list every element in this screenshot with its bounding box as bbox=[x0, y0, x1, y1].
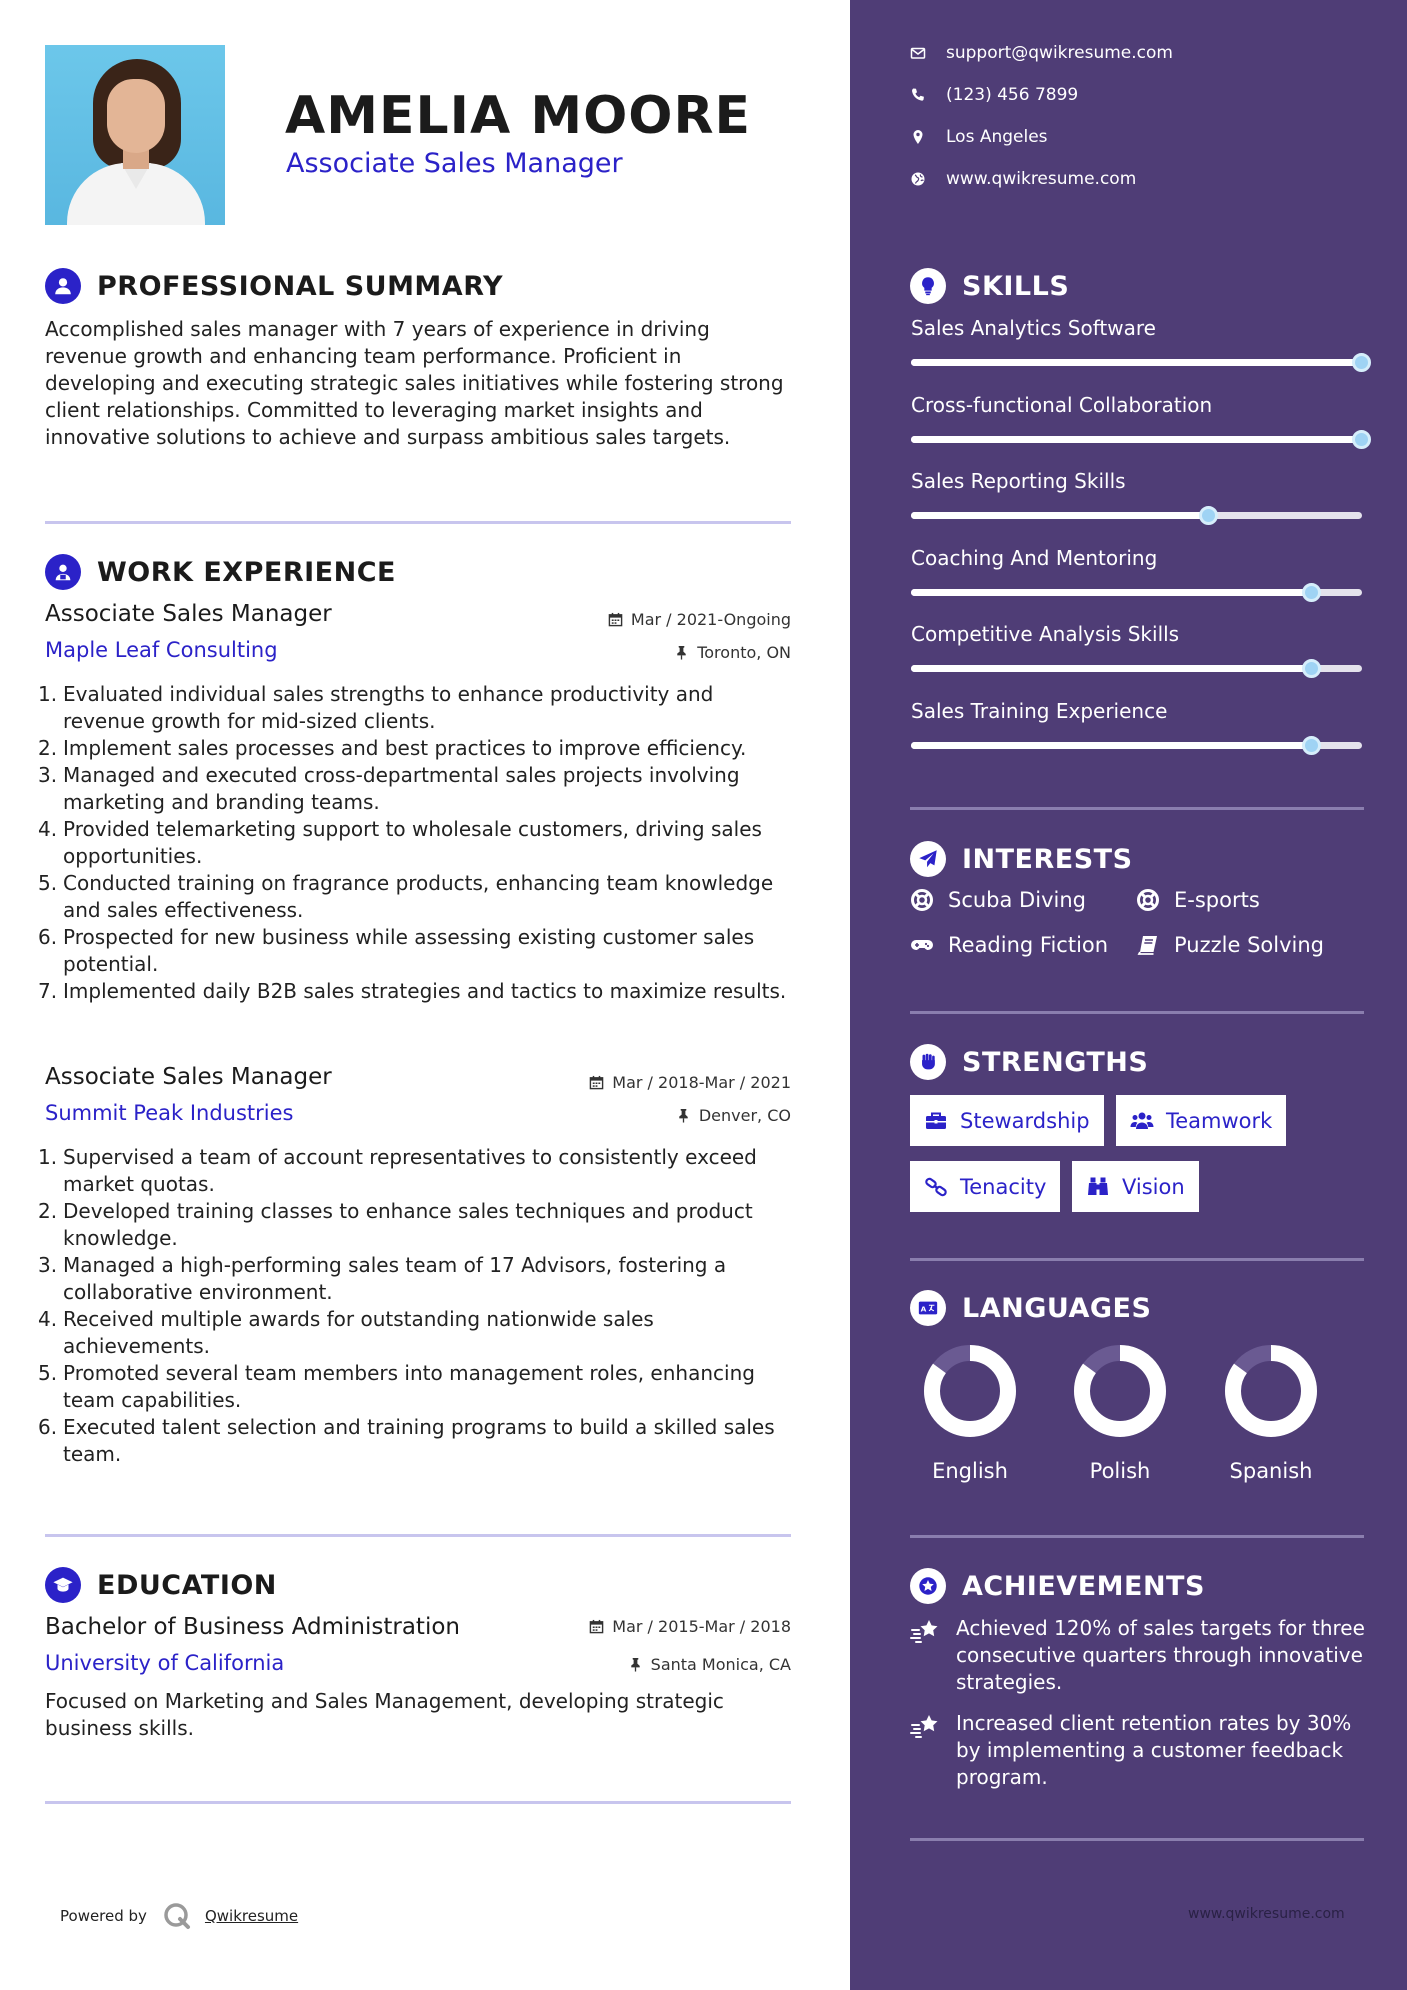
duty-item bbox=[38, 1306, 798, 1360]
binoculars-icon bbox=[1086, 1175, 1110, 1199]
duty-number: 7. bbox=[38, 979, 58, 1003]
sidebar-divider bbox=[910, 1535, 1364, 1538]
education-heading bbox=[45, 1567, 277, 1603]
duty-item bbox=[38, 816, 798, 870]
duty-item bbox=[38, 681, 798, 735]
skill-label: Coaching And Mentoring bbox=[911, 545, 1158, 570]
duty-item bbox=[38, 762, 798, 816]
skill-label: Sales Training Experience bbox=[911, 698, 1168, 723]
duty-text: Evaluated individual sales strengths to enhance productivity and revenue growth for mid-sized clients. bbox=[63, 682, 714, 733]
qwikresume-logo-icon bbox=[163, 1902, 191, 1930]
duty-text: Received multiple awards for outstanding nationwide sales achievements. bbox=[63, 1307, 654, 1358]
achievement-item: Increased client retention rates by 30% by implementing a customer feedback program. bbox=[910, 1710, 1370, 1791]
gamepad-icon bbox=[910, 933, 934, 957]
skill-label: Sales Analytics Software bbox=[911, 316, 1156, 340]
duty-number: 2. bbox=[38, 736, 58, 760]
skill-bar-knob bbox=[1199, 506, 1218, 525]
calendar-icon bbox=[589, 1075, 604, 1090]
skills-title: SKILLS bbox=[962, 270, 1070, 302]
job-location: Toronto, ON bbox=[674, 643, 791, 662]
job-date: Mar / 2018-Mar / 2021 bbox=[589, 1073, 791, 1092]
language-icon bbox=[910, 1290, 946, 1326]
powered-by bbox=[60, 1902, 298, 1930]
powered-by-label: Powered by bbox=[60, 1907, 147, 1925]
duty-text: Prospected for new business while assessing existing customer sales potential. bbox=[63, 925, 755, 976]
language-item bbox=[1196, 1343, 1346, 1483]
language-ring bbox=[922, 1343, 1018, 1439]
duty-item bbox=[38, 1252, 798, 1306]
skill-label: Cross-functional Collaboration bbox=[911, 392, 1213, 417]
section-divider bbox=[45, 521, 791, 524]
skill-bar-fill bbox=[911, 512, 1209, 519]
sidebar-divider bbox=[910, 1838, 1364, 1841]
job-date: Mar / 2021-Ongoing bbox=[608, 610, 791, 629]
shooting-star-icon bbox=[910, 1712, 942, 1740]
skill-bar-fill bbox=[911, 359, 1362, 366]
interest-item: Puzzle Solving bbox=[1136, 933, 1324, 957]
language-ring bbox=[1223, 1343, 1319, 1439]
candidate-name: AMELIA MOORE bbox=[285, 86, 752, 146]
duty-item bbox=[38, 924, 798, 978]
skill-bar-knob bbox=[1352, 353, 1371, 372]
fist-icon bbox=[910, 1044, 946, 1080]
skill-bar-fill bbox=[911, 665, 1312, 672]
strengths-heading bbox=[910, 1044, 1148, 1080]
contact-location: Los Angeles bbox=[910, 127, 1048, 147]
duty-text: Managed and executed cross-departmental sales projects involving marketing and branding teams. bbox=[63, 763, 740, 814]
interest-item: E-sports bbox=[1136, 888, 1260, 912]
language-label: Polish bbox=[1089, 1459, 1151, 1483]
strengths-title: STRENGTHS bbox=[962, 1046, 1149, 1078]
degree-title: Bachelor of Business Administration bbox=[45, 1614, 460, 1640]
job-duties-list bbox=[38, 681, 798, 1005]
lightbulb-icon bbox=[910, 268, 946, 304]
skill-bar-knob bbox=[1302, 659, 1321, 678]
skill-bar bbox=[911, 359, 1362, 366]
language-label: Spanish bbox=[1229, 1459, 1313, 1483]
job-title: Associate Sales Manager bbox=[45, 601, 332, 627]
job-duties-list bbox=[38, 1144, 798, 1468]
experience-title: WORK EXPERIENCE bbox=[97, 556, 396, 588]
pushpin-icon bbox=[676, 1108, 691, 1123]
duty-text: Executed talent selection and training programs to build a skilled sales team. bbox=[63, 1415, 775, 1466]
sidebar-divider bbox=[910, 1011, 1364, 1014]
interests-heading bbox=[910, 841, 1133, 877]
duty-text: Provided telemarketing support to wholesale customers, driving sales opportunities. bbox=[63, 817, 762, 868]
skill-bar bbox=[911, 436, 1362, 443]
achievements-heading bbox=[910, 1568, 1205, 1604]
languages-title: LANGUAGES bbox=[962, 1292, 1152, 1324]
duty-number: 3. bbox=[38, 1253, 58, 1277]
briefcase-user-icon bbox=[45, 554, 81, 590]
skill-bar bbox=[911, 742, 1362, 749]
language-item bbox=[895, 1343, 1045, 1483]
contact-website[interactable]: www.qwikresume.com bbox=[910, 169, 1136, 189]
life-ring-icon bbox=[910, 888, 934, 912]
graduation-cap-icon bbox=[45, 1567, 81, 1603]
job-company: Maple Leaf Consulting bbox=[45, 638, 278, 662]
duty-item bbox=[38, 870, 798, 924]
svg-text:A: A bbox=[920, 1304, 927, 1314]
briefcase-icon bbox=[924, 1109, 948, 1133]
duty-item bbox=[38, 1414, 798, 1468]
strength-badge: Stewardship bbox=[910, 1095, 1104, 1146]
language-ring bbox=[1072, 1343, 1168, 1439]
sidebar-divider bbox=[910, 807, 1364, 810]
skill-bar bbox=[911, 589, 1362, 596]
experience-heading bbox=[45, 554, 396, 590]
skill-bar-knob bbox=[1302, 583, 1321, 602]
duty-number: 3. bbox=[38, 763, 58, 787]
duty-number: 2. bbox=[38, 1199, 58, 1223]
interests-title: INTERESTS bbox=[962, 843, 1133, 875]
globe-icon bbox=[910, 171, 926, 187]
skill-bar-knob bbox=[1352, 430, 1371, 449]
location-pin-icon bbox=[910, 129, 926, 145]
user-icon bbox=[45, 268, 81, 304]
duty-text: Managed a high-performing sales team of 17 Advisors, fostering a collaborative environment. bbox=[63, 1253, 727, 1304]
life-ring-icon bbox=[1136, 888, 1160, 912]
users-icon bbox=[1130, 1109, 1154, 1133]
duty-item bbox=[38, 1360, 798, 1414]
duty-number: 5. bbox=[38, 871, 58, 895]
duty-number: 4. bbox=[38, 1307, 58, 1331]
paper-plane-icon bbox=[910, 841, 946, 877]
skill-label: Competitive Analysis Skills bbox=[911, 622, 1180, 646]
skill-bar-knob bbox=[1302, 736, 1321, 755]
achievement-item: Achieved 120% of sales targets for three consecutive quarters through innovative strategies. bbox=[910, 1615, 1370, 1696]
pushpin-icon bbox=[628, 1657, 643, 1672]
duty-number: 6. bbox=[38, 925, 58, 949]
skill-bar-fill bbox=[911, 742, 1312, 749]
duty-number: 1. bbox=[38, 1145, 58, 1169]
school-name: University of California bbox=[45, 1651, 285, 1675]
duty-text: Implement sales processes and best practices to improve efficiency. bbox=[63, 736, 747, 760]
link-icon bbox=[924, 1175, 948, 1199]
education-title: EDUCATION bbox=[97, 1569, 277, 1601]
languages-heading bbox=[910, 1290, 1151, 1326]
duty-number: 5. bbox=[38, 1361, 58, 1385]
duty-item bbox=[38, 1198, 798, 1252]
skill-bar bbox=[911, 512, 1362, 519]
skill-label: Sales Reporting Skills bbox=[911, 469, 1126, 493]
section-divider bbox=[45, 1801, 791, 1804]
contact-phone[interactable]: (123) 456 7899 bbox=[910, 85, 1078, 105]
candidate-role: Associate Sales Manager bbox=[286, 148, 623, 179]
duty-text: Supervised a team of account representatives to consistently exceed market quotas. bbox=[63, 1145, 757, 1196]
sidebar-divider bbox=[910, 1258, 1364, 1261]
calendar-icon bbox=[589, 1619, 604, 1634]
skills-heading bbox=[910, 268, 1069, 304]
skill-bar bbox=[911, 665, 1362, 672]
summary-heading bbox=[45, 268, 503, 304]
strength-badge: Vision bbox=[1072, 1161, 1199, 1212]
duty-text: Promoted several team members into management roles, enhancing team capabilities. bbox=[63, 1361, 755, 1412]
education-location: Santa Monica, CA bbox=[628, 1655, 791, 1674]
pushpin-icon bbox=[674, 645, 689, 660]
qwikresume-link[interactable]: Qwikresume bbox=[204, 1907, 299, 1925]
summary-text: Accomplished sales manager with 7 years of experience in driving revenue growth and enhancing team performance. Proficient in developing and executing strategic sales initiatives while fostering strong client relationships. Committed to leveraging market insights and innovative solutions to achieve and surpass ambitious sales targets. bbox=[45, 317, 784, 449]
job-company: Summit Peak Industries bbox=[45, 1101, 294, 1125]
duty-text: Implemented daily B2B sales strategies and tactics to maximize results. bbox=[63, 979, 787, 1003]
language-item bbox=[1045, 1343, 1195, 1483]
skill-bar-fill bbox=[911, 436, 1362, 443]
star-badge-icon bbox=[910, 1568, 946, 1604]
phone-icon bbox=[910, 87, 926, 103]
interest-item: Reading Fiction bbox=[910, 933, 1108, 957]
duty-number: 6. bbox=[38, 1415, 58, 1439]
education-text: Focused on Marketing and Sales Management, developing strategic business skills. bbox=[45, 1689, 724, 1740]
strength-badge: Tenacity bbox=[910, 1161, 1060, 1212]
duty-number: 4. bbox=[38, 817, 58, 841]
achievements-title: ACHIEVEMENTS bbox=[962, 1570, 1205, 1602]
footer-website[interactable]: www.qwikresume.com bbox=[1188, 1906, 1345, 1922]
contact-email[interactable]: support@qwikresume.com bbox=[910, 43, 1173, 63]
summary-title: PROFESSIONAL SUMMARY bbox=[97, 270, 504, 302]
envelope-icon bbox=[910, 45, 926, 61]
language-label: English bbox=[932, 1459, 1008, 1483]
skill-bar-fill bbox=[911, 589, 1312, 596]
job-location: Denver, CO bbox=[676, 1106, 791, 1125]
book-icon bbox=[1136, 933, 1160, 957]
section-divider bbox=[45, 1534, 791, 1537]
duty-item bbox=[38, 978, 798, 1005]
job-title: Associate Sales Manager bbox=[45, 1064, 332, 1090]
duty-text: Conducted training on fragrance products, enhancing team knowledge and sales effectiveness. bbox=[63, 871, 774, 922]
profile-photo bbox=[45, 45, 225, 225]
interest-item: Scuba Diving bbox=[910, 888, 1086, 912]
duty-item bbox=[38, 1144, 798, 1198]
education-date: Mar / 2015-Mar / 2018 bbox=[589, 1617, 791, 1636]
duty-item bbox=[38, 735, 798, 762]
duty-number: 1. bbox=[38, 682, 58, 706]
calendar-icon bbox=[608, 612, 623, 627]
strength-badge: Teamwork bbox=[1116, 1095, 1286, 1146]
shooting-star-icon bbox=[910, 1617, 942, 1645]
duty-text: Developed training classes to enhance sales techniques and product knowledge. bbox=[63, 1199, 753, 1250]
